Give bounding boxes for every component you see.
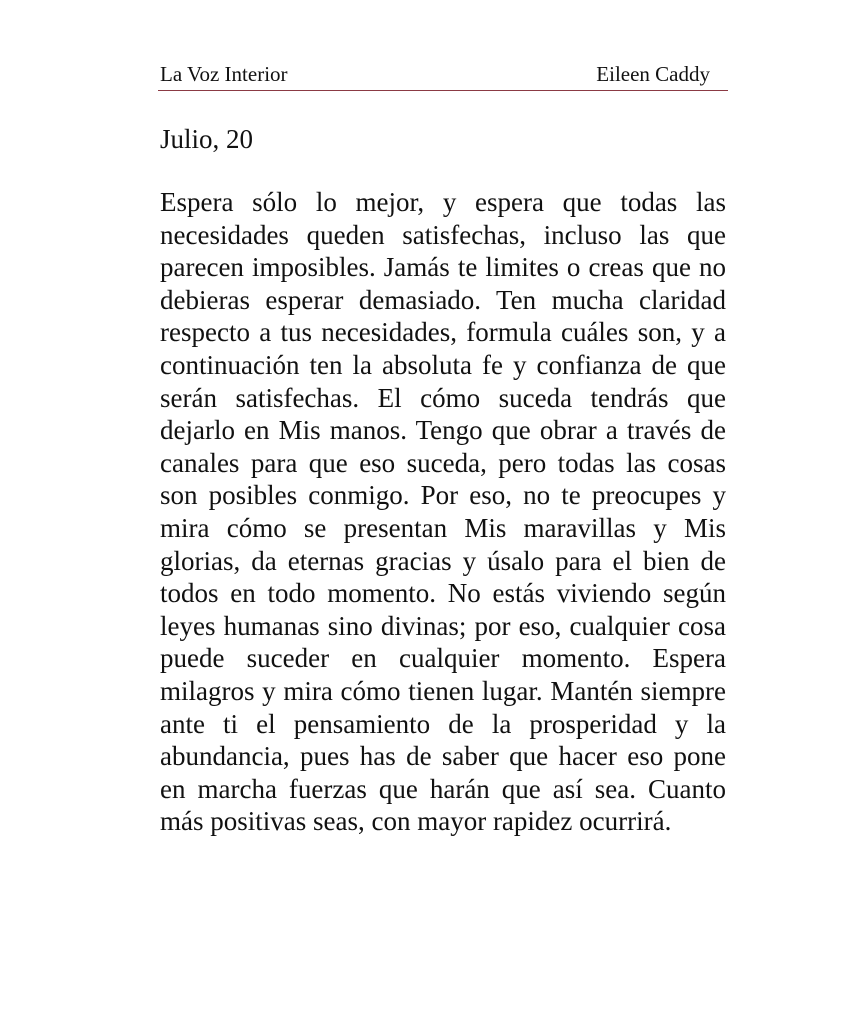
running-header [158,60,728,91]
entry-date: Julio, 20 [160,124,254,154]
book-title: La Voz Interior [160,62,288,86]
author-name: Eileen Caddy [596,62,710,86]
entry-body-text: Espera sólo lo mejor, y espera que todas las necesidades queden satisfechas, incluso las que parecen imposibles. Jamás te limites o creas que no debieras esperar demasiado. Ten mucha claridad respecto a tus necesidades, formula cuáles son, y a continuación ten la absoluta fe y confianza de que serán satisfechas. El cómo suceda tendrás que dejarlo en Mis manos. Tengo que obrar a través de canales para que eso suceda, pero todas las cosas son posibles conmigo. Por eso, no te preocupes y mira cómo se presentan Mis maravillas y Mis glorias, da eternas gracias y úsalo para el bien de todos en todo momento. No estás viviendo según leyes humanas sino divinas; por eso, cualquier cosa puede suceder en cualquier momento. Espera milagros y mira cómo tienen lugar. Mantén siempre ante ti el pensamiento de la prosperidad y la abundancia, pues has de saber que hacer eso pone en marcha fuerzas que harán que así sea. Cuanto más positivas seas, con mayor rapidez ocurrirá. [160,187,726,837]
